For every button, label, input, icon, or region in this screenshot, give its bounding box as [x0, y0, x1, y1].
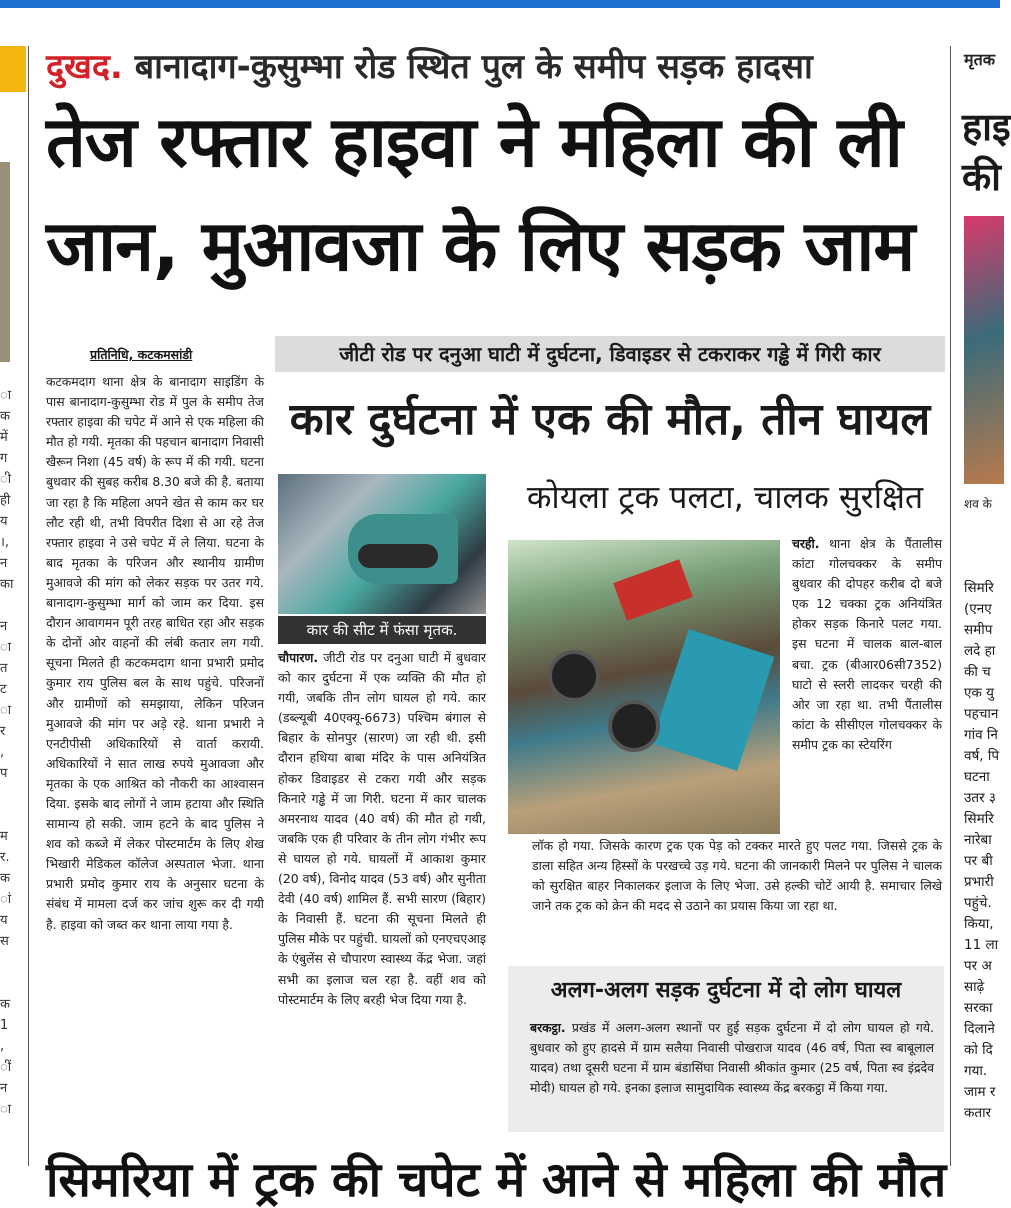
story4-headline: अलग-अलग सड़क दुर्घटना में दो लोग घायल [550, 978, 902, 1003]
left-strip-line: न [0, 1081, 8, 1096]
kicker-label: दुखद. [46, 47, 123, 87]
truck-wheel-shape [608, 700, 660, 752]
left-photo-fragment [0, 162, 10, 362]
left-strip-line: य [0, 514, 8, 529]
right-photo-fragment [964, 216, 1004, 484]
right-strip-line: सिमरि [964, 580, 994, 596]
right-kicker-fragment: मृतक [964, 50, 995, 69]
story2-text: जीटी रोड पर दनुआ घाटी में बुधवार को कार दुर्घटना में एक व्यक्ति की मौत हो गयी, जबकि तीन लोग घायल हो गये. कार (डब्ल्यूबी 40एक्यू-6673) पश्चिम बंगाल से बिहार के सोनपुर (सारण) जा रही थी. इसी दौरान हथिया बाबा मंदिर के पास अनियंत्रित होकर डिवाइडर से टकरा गयी और सड़क किनारे गड्ढे में जा गिरी. घटना में कार चालक अमरनाथ यादव (40 वर्ष) की मौत हो गयी, जबकि एक ही परिवार के तीन लोग गंभीर रूप से घायल हो गये. घायलों में आकाश कुमार (20 वर्ष), विनोद यादव (53 वर्ष) और सुनीता देवी (40 वर्ष) शामिल हैं. सभी सारण (बिहार) के निवासी हैं. घटना की सूचना मिलते ही पुलिस मौके पर पहुंची. घायलों को एनएचएआइ के एंबुलेंस से चौपारण स्वास्थ्य केंद्र भेजा. जहां सभी का इलाज चल रहा है. वहीं शव को पोस्टमार्टम के लिए बरही भेज दिया गया है. [278, 650, 486, 1007]
top-color-bar [0, 0, 1000, 8]
right-strip-line: एक यु [964, 685, 994, 701]
left-strip-line [0, 806, 28, 827]
left-strip-line: ा [0, 703, 12, 718]
left-strip-line: क [0, 871, 10, 886]
right-headline-line1: हाइ [962, 105, 1011, 149]
story4-dateline: बरकट्ठा. [530, 1020, 566, 1035]
overturned-truck-photo [508, 540, 780, 834]
right-strip-line: दिलाने [964, 1021, 995, 1037]
right-headline-fragment [962, 102, 1011, 202]
right-strip-line: वर्ष, पि [964, 748, 1000, 764]
right-strip-line: गया. [964, 1063, 988, 1079]
right-strip-line: कतार [964, 1105, 992, 1121]
left-strip-line: ा [0, 388, 12, 403]
left-strip-line: न [0, 619, 8, 634]
right-adjacent-column [950, 40, 1011, 1180]
left-strip-line: ी [0, 472, 12, 487]
left-strip-line: ीं [0, 1060, 12, 1075]
story3-dateline: चरही. [792, 536, 820, 551]
left-strip-line: र [0, 724, 6, 739]
right-strip-line: गांव नि [964, 727, 998, 743]
story4-body [530, 1018, 934, 1098]
left-strip-line: ा [0, 1102, 12, 1117]
left-strip-line: का [0, 577, 14, 592]
story3-body-bottom: लॉक हो गया. जिसके कारण ट्रक एक पेड़ को टक्कर मारते हुए पलट गया. जिससे ट्रक के डाला सहित अन्य हिस्सों के परखच्चे उड़ गये. घटना की जानकारी मिलने पर पुलिस ने चालक को सुरक्षित बाहर निकालकर इलाज के लिए भेजा. उसे हल्की चोटें आयी है. समाचार लिखे जाने तक ट्रक को क्रेन की मदद से उठाने का प्रयास किया जा रहा था. [532, 838, 942, 914]
left-strip-line: न [0, 556, 8, 571]
right-strip-line: पहचान [964, 706, 999, 722]
left-strip-line: प [0, 766, 8, 781]
story2-body [278, 648, 486, 1010]
right-strip-line: नारेबा [964, 832, 992, 848]
main-headline-line1: तेज रफ्तार हाइवा ने महिला की ली [46, 101, 902, 183]
left-strip-line: 1 [0, 1018, 9, 1033]
right-strip-line: को दि [964, 1042, 993, 1058]
right-strip-line: प्रभारी [964, 874, 994, 890]
left-strip-line [0, 974, 28, 995]
left-strip-line: म [0, 829, 8, 844]
left-text-fragments [0, 386, 28, 1121]
victim-shape [358, 544, 438, 568]
story2-headline: कार दुर्घटना में एक की मौत, तीन घायल [289, 394, 931, 445]
left-adjacent-column [0, 46, 28, 1166]
left-strip-line: ग [0, 451, 8, 466]
car-accident-photo [278, 474, 486, 614]
right-strip-line: साढ़े [964, 979, 985, 995]
left-yellow-block [0, 46, 26, 92]
story3-body-top [792, 534, 942, 755]
right-strip-line: लदे हा [964, 643, 996, 659]
right-strip-line: पर बी [964, 853, 993, 869]
story4-text: प्रखंड में अलग-अलग स्थानों पर हुई सड़क दुर्घटना में दो लोग घायल हो गये. बुधवार को हुए हादसे में ग्राम सलैया निवासी पोखराज यादव (46 वर्ष, पिता स्व बाबूलाल यादव) तथा दूसरी घटना में ग्राम बंडासिंघा निवासी श्रीकांत कुमार (25 वर्ष, पिता स्व इंद्रदेव मोदी) घायल हो गये. इनका इलाज सामुदायिक स्वास्थ्य केंद्र बरकट्ठा में किया गया. [530, 1020, 934, 1096]
right-strip-line: घटना [964, 769, 990, 785]
column-rule-left [28, 46, 29, 1166]
left-strip-line [0, 785, 28, 806]
bottom-headline-text: सिमरिया में ट्रक की चपेट में आने से महिला की मौत [46, 1152, 947, 1208]
left-strip-line: ।, [0, 535, 10, 550]
right-strip-line: पर अ [964, 958, 992, 974]
car-photo-caption: कार की सीट में फंसा मृतक. [278, 616, 486, 644]
left-strip-line: ा [0, 640, 12, 655]
story4-box [508, 966, 944, 1132]
kicker-text: बानादाग-कुसुम्भा रोड स्थित पुल के समीप सड़क हादसा [134, 47, 813, 87]
left-strip-line: में [0, 430, 8, 445]
truck-wheel-shape [548, 650, 600, 702]
left-strip-line: क [0, 409, 10, 424]
left-strip-line [0, 953, 28, 974]
left-strip-line: ट [0, 682, 7, 697]
right-caption-fragment: शव के [964, 497, 992, 511]
left-strip-line: , [0, 1039, 5, 1054]
main-kicker [46, 42, 936, 88]
right-strip-line: सरका [964, 1000, 993, 1016]
right-strip-line: 11 ला [964, 937, 999, 953]
right-strip-line: उतर ३ [964, 790, 996, 806]
truck-cab-shape [652, 629, 775, 771]
right-strip-line: किया, [964, 916, 994, 932]
left-strip-line: ां [0, 892, 12, 907]
story3-text-top: थाना क्षेत्र के पैंतालीस कांटा गोलचक्कर के समीप बुधवार की दोपहर करीब दो बजे एक 12 चक्का ट्रक अनियंत्रित होकर सड़क किनारे पलट गया. इस घटना में चालक बाल-बाल बचा. ट्रक (बीआर06सी7352) घाटो से स्लरी लादकर चरही की ओर जा रहा था. तभी पैंतालीस कांटा के सीसीएल गोलचक्कर के समीप ट्रक का स्टेयरिंग [792, 536, 942, 752]
story3-headline: कोयला ट्रक पलटा, चालक सुरक्षित [526, 478, 924, 516]
left-strip-line: र. [0, 850, 10, 865]
left-strip-line: ही [0, 493, 11, 508]
right-strip-line: जाम र [964, 1084, 996, 1100]
left-strip-line [0, 596, 28, 617]
right-strip-line: की च [964, 664, 991, 680]
story2-subhead: जीटी रोड पर दनुआ घाटी में दुर्घटना, डिवाइडर से टकराकर गड्ढे में गिरी कार [275, 336, 945, 372]
main-headline [46, 90, 946, 298]
right-text-fragments [964, 578, 1004, 1124]
main-headline-line2: जान, मुआवजा के लिए सड़क जाम [46, 205, 915, 287]
left-strip-line: , [0, 745, 5, 760]
left-strip-line: क [0, 997, 10, 1012]
right-strip-line: समीप [964, 622, 993, 638]
left-strip-line: त [0, 661, 8, 676]
right-headline-line2: की [962, 155, 1002, 199]
left-strip-line: स [0, 934, 9, 949]
right-strip-line: पहुंचे. [964, 895, 992, 911]
truck-body-shape [613, 559, 692, 621]
main-story-body: कटकमदाग थाना क्षेत्र के बानादाग साइडिंग के पास बानादाग-कुसुम्भा रोड में पुल के समीप तेज रफ्तार हाइवा की चपेट में आने से एक महिला की मौत हो गयी. मृतका की पहचान बानादाग निवासी खैरून निशा (45 वर्ष) के रूप में की गयी. घटना बुधवार की सुबह करीब 8.30 बजे की है. बताया जा रहा है कि महिला अपने खेत से काम कर घर लौट रही थी, तभी विपरीत दिशा से आ रहे तेज रफ्तार हाइवा ने उसे चपेट में ले लिया. घटना के बाद मृतका के परिजन और स्थानीय ग्रामीण मुआवजे की मांग को लेकर सड़क पर उतर गये. बानादाग-कुसुम्भा मार्ग को जाम कर दिया. इस दौरान आवागमन पूरी तरह बाधित रहा और सड़क के दोनों ओर वाहनों की लंबी कतार लग गयी. सूचना मिलते ही कटकमदाग थाना प्रभारी प्रमोद कुमार राय पुलिस बल के साथ पहुंचे. परिजनों और ग्रामीणों को समझाया, लेकिन परिजन मुआवजे की मांग पर अड़े रहे. थाना प्रभारी ने एनटीपीसी अधिकारियों से वार्ता करायी. अधिकारियों ने सात लाख रुपये मुआवजा और मृतका के एक आश्रित को नौकरी का आश्वासन दिया. इसके बाद लोगों ने जाम हटाया और स्थिति सामान्य हो सकी. जाम हटने के बाद पुलिस ने शव को कब्जे में लेकर पोस्टमार्टम के लिए शेख भिखारी मेडिकल कॉलेज अस्पताल भेजा. थाना प्रभारी प्रमोद कुमार राय के अनुसार घटना के संबंध में मामला दर्ज कर जांच शुरू कर दी गयी है. हाइवा को जब्त कर थाना लाया गया है. [46, 374, 264, 932]
bottom-headline-fragment [46, 1152, 947, 1208]
story2-dateline: चौपारण. [278, 650, 319, 665]
right-strip-line: सिमरि [964, 811, 994, 827]
right-strip-line: (एनए [964, 601, 992, 617]
left-strip-line: य [0, 913, 8, 928]
main-byline: प्रतिनिधि, कटकमसांडी [90, 347, 193, 362]
